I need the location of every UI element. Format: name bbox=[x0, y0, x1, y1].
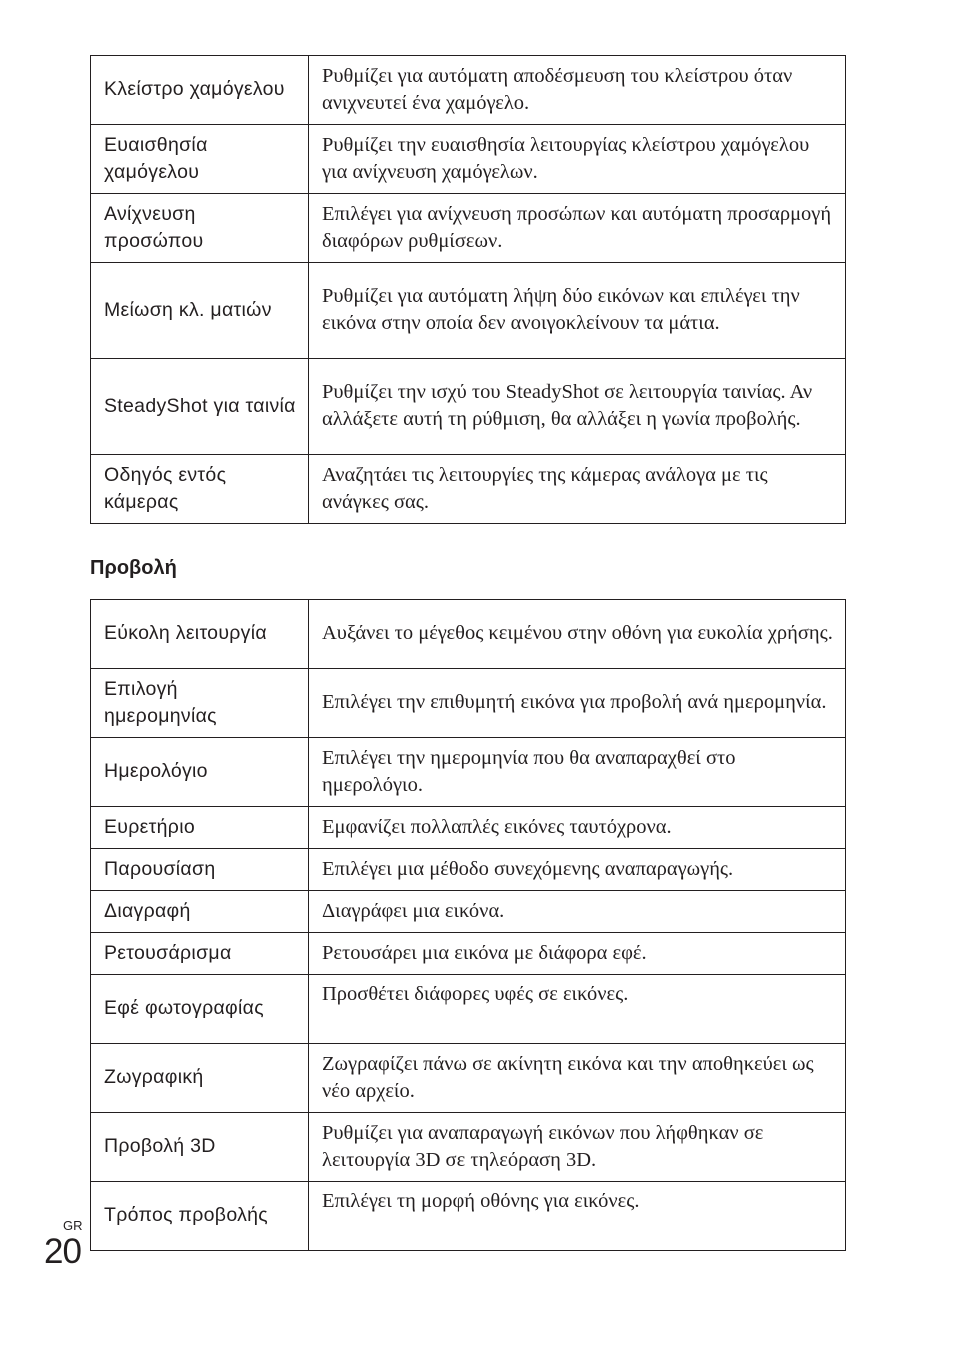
table-row bbox=[91, 849, 846, 891]
setting-name: Κλείστρο χαμόγελου bbox=[91, 56, 309, 125]
table-row bbox=[91, 891, 846, 933]
setting-description: Επιλέγει την επιθυμητή εικόνα για προβολή ανά ημερομηνία. bbox=[309, 669, 846, 738]
setting-name: Τρόπος προβολής bbox=[91, 1182, 309, 1251]
setting-name: Εύκολη λειτουργία bbox=[91, 600, 309, 669]
playback-settings-table bbox=[90, 599, 846, 1251]
setting-description: Ρυθμίζει για αναπαραγωγή εικόνων που λήφθηκαν σε λειτουργία 3D σε τηλεόραση 3D. bbox=[309, 1113, 846, 1182]
setting-name: Επιλογή ημερομηνίας bbox=[91, 669, 309, 738]
setting-description: Διαγράφει μια εικόνα. bbox=[309, 891, 846, 933]
setting-name: Ευαισθησία χαμόγελου bbox=[91, 125, 309, 194]
section-heading: Προβολή bbox=[90, 557, 177, 579]
table-row bbox=[91, 1182, 846, 1251]
shooting-settings-table bbox=[90, 55, 846, 524]
setting-description: Επιλέγει για ανίχνευση προσώπων και αυτόματη προσαρμογή διαφόρων ρυθμίσεων. bbox=[309, 194, 846, 263]
setting-name: Προβολή 3D bbox=[91, 1113, 309, 1182]
table-row bbox=[91, 359, 846, 455]
table-row bbox=[91, 125, 846, 194]
table-row bbox=[91, 56, 846, 125]
table-row bbox=[91, 194, 846, 263]
setting-name: Παρουσίαση bbox=[91, 849, 309, 891]
table-row bbox=[91, 807, 846, 849]
setting-description: Προσθέτει διάφορες υφές σε εικόνες. bbox=[309, 975, 846, 1044]
setting-name: SteadyShot για ταινία bbox=[91, 359, 309, 455]
setting-name: Οδηγός εντός κάμερας bbox=[91, 455, 309, 524]
table-row bbox=[91, 600, 846, 669]
setting-description: Επιλέγει μια μέθοδο συνεχόμενης αναπαραγωγής. bbox=[309, 849, 846, 891]
setting-name: Εφέ φωτογραφίας bbox=[91, 975, 309, 1044]
table-row bbox=[91, 738, 846, 807]
table-row bbox=[91, 1044, 846, 1113]
setting-name: Ημερολόγιο bbox=[91, 738, 309, 807]
table-row bbox=[91, 1113, 846, 1182]
table-row bbox=[91, 975, 846, 1044]
setting-description: Ρυθμίζει για αυτόματη λήψη δύο εικόνων και επιλέγει την εικόνα στην οποία δεν ανοιγοκλείνουν τα μάτια. bbox=[309, 263, 846, 359]
table-row bbox=[91, 263, 846, 359]
setting-description: Ρετουσάρει μια εικόνα με διάφορα εφέ. bbox=[309, 933, 846, 975]
setting-description: Ρυθμίζει την ευαισθησία λειτουργίας κλείστρου χαμόγελου για ανίχνευση χαμόγελων. bbox=[309, 125, 846, 194]
setting-description: Αυξάνει το μέγεθος κειμένου στην οθόνη για ευκολία χρήσης. bbox=[309, 600, 846, 669]
setting-name: Ανίχνευση προσώπου bbox=[91, 194, 309, 263]
setting-name: Ευρετήριο bbox=[91, 807, 309, 849]
setting-description: Επιλέγει τη μορφή οθόνης για εικόνες. bbox=[309, 1182, 846, 1251]
setting-description: Ρυθμίζει για αυτόματη αποδέσμευση του κλείστρου όταν ανιχνευτεί ένα χαμόγελο. bbox=[309, 56, 846, 125]
setting-description: Ζωγραφίζει πάνω σε ακίνητη εικόνα και την αποθηκεύει ως νέο αρχείο. bbox=[309, 1044, 846, 1113]
setting-name: Διαγραφή bbox=[91, 891, 309, 933]
setting-description: Εμφανίζει πολλαπλές εικόνες ταυτόχρονα. bbox=[309, 807, 846, 849]
table-row bbox=[91, 669, 846, 738]
setting-name: Μείωση κλ. ματιών bbox=[91, 263, 309, 359]
setting-description: Ρυθμίζει την ισχύ του SteadyShot σε λειτουργία ταινίας. Αν αλλάξετε αυτή τη ρύθμιση, θα αλλάξει η γωνία προβολής. bbox=[309, 359, 846, 455]
setting-description: Αναζητάει τις λειτουργίες της κάμερας ανάλογα με τις ανάγκες σας. bbox=[309, 455, 846, 524]
page-language-code: GR bbox=[63, 1218, 83, 1233]
table-row bbox=[91, 933, 846, 975]
setting-name: Ρετουσάρισμα bbox=[91, 933, 309, 975]
table-row bbox=[91, 455, 846, 524]
setting-name: Ζωγραφική bbox=[91, 1044, 309, 1113]
setting-description: Επιλέγει την ημερομηνία που θα αναπαραχθεί στο ημερολόγιο. bbox=[309, 738, 846, 807]
page-number: 20 bbox=[44, 1232, 81, 1271]
